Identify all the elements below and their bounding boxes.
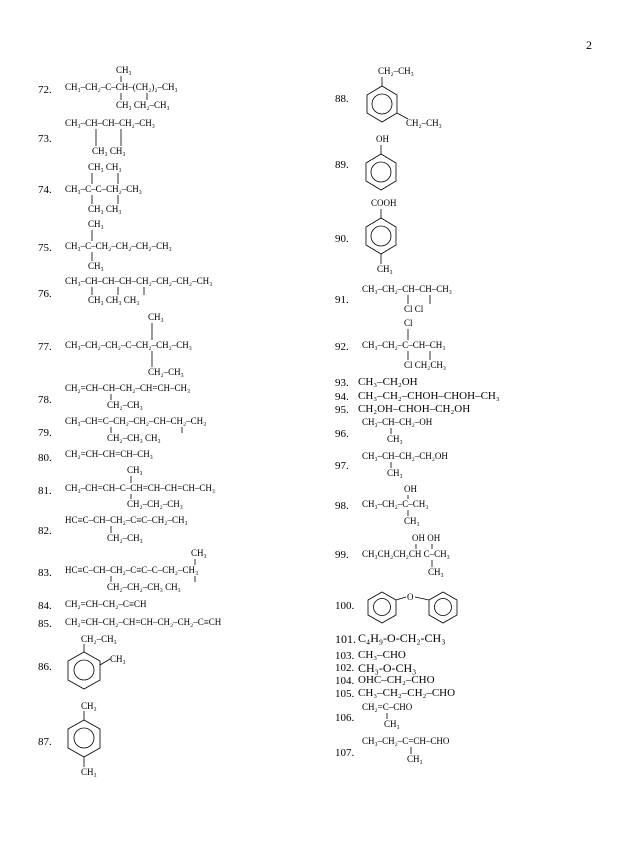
formula-83-bottom: CH₂–CH₂–CH₃ CH₃ [107,582,181,592]
item-number-93: 93. [335,377,349,389]
item-number-97: 97. [335,460,349,472]
formula-75-top: CH₃ [88,219,104,229]
item-number-84: 84. [38,600,52,612]
item-number-74: 74. [38,184,52,196]
formula-105: CH₃–CH₂–CH₂–CHO [358,687,456,699]
formula-88-top: CH₂–CH₃ [378,66,414,76]
item-number-95: 95. [335,404,349,416]
formula-72-bottom: CH₃ CH₂–CH₃ [116,100,170,110]
formula-88-bottom: CH₂–CH₃ [406,118,442,128]
formula-77-main: CH₃–CH₂–CH₂–C–CH₂–CH₂–CH₃ [65,340,192,350]
item-number-99: 99. [335,549,349,561]
formula-96-bottom: CH₃ [387,434,403,444]
page-number: 2 [586,38,592,52]
item-number-77: 77. [38,341,52,353]
formula-80: CH₂=CH–CH=CH–CH₃ [65,449,153,459]
item-number-91: 91. [335,294,349,306]
formula-107-bottom: CH₃ [407,754,423,764]
formula-98-top: OH [404,484,417,494]
formula-101: C₄H₉-O-CH₂-CH₃ [358,631,446,645]
item-number-96: 96. [335,428,349,440]
formula-99-top: OH OH [412,533,441,543]
item-number-103: 103. [335,650,355,662]
formula-74-bottom: CH₃ CH₃ [88,204,122,214]
formula-106-bottom: CH₃ [384,719,400,729]
formula-103: CH₃–CHO [358,649,406,661]
item-number-90: 90. [335,233,349,245]
item-number-81: 81. [38,485,52,497]
item-number-82: 82. [38,525,52,537]
item-number-104: 104. [335,675,355,687]
item-number-86: 86. [38,661,52,673]
formula-98-bottom: CH₃ [404,516,420,526]
formula-79-bottom: CH₂–CH₃ CH₃ [107,433,161,443]
item-number-75: 75. [38,242,52,254]
formula-74-top: CH₃ CH₃ [88,162,122,172]
formula-73-bottom: CH₃ CH₃ [92,146,126,156]
formula-83-main: HC≡C–CH–CH₂–C≡C–C–CH₂–CH₃ [65,565,199,575]
formula-85: CH₂=CH–CH₂–CH=CH–CH₂–CH₂–C≡CH [65,617,222,627]
formula-95: CH₂OH–CHOH–CH₂OH [358,403,471,415]
formula-92-top: Cl [404,318,413,328]
formula-100-oxygen: O [407,592,414,602]
formula-76-bottom: CH₃ CH₃ CH₃ [88,295,140,305]
formula-86-methyl: CH₃ [110,654,126,664]
formula-74-main: CH₃–C–C–CH₂–CH₃ [65,184,142,194]
formula-93: CH₃–CH₂OH [358,376,418,388]
formula-107-main: CH₃–CH₂–C=CH–CHO [362,736,450,746]
formula-81-bottom: CH₂–CH₂–CH₃ [127,499,183,509]
formula-76-main: CH₃–CH–CH–CH–CH₂–CH₂–CH₂–CH₃ [65,276,213,286]
formula-81-main: CH₃–CH=CH–C–CH=CH–CH=CH–CH₃ [65,483,216,493]
formula-92-bottom: Cl CH₂CH₃ [404,360,447,370]
formula-99-bottom: CH₃ [428,567,444,577]
formula-84: CH₂=CH–CH₂–C≡CH [65,599,147,609]
formula-96-main: CH₃–CH–CH₂–OH [362,417,433,427]
formula-90-bottom: CH₃ [377,264,393,274]
item-number-102: 102. [335,662,355,674]
formula-97-main: CH₃–CH–CH₂–CH₂OH [362,451,448,461]
formula-72-main: CH₃–CH₂–C–CH–(CH₂)₂–CH₃ [65,82,178,92]
item-number-72: 72. [38,84,52,96]
item-number-87: 87. [38,736,52,748]
formula-98-main: CH₃–CH₂–C–CH₃ [362,499,429,509]
formula-81-top: CH₃ [127,465,143,475]
formula-102: CH₃-O-CH₃ [358,661,417,675]
formula-87-bottom: CH₃ [81,767,97,777]
formula-83-top: CH₃ [191,548,207,558]
item-number-88: 88. [335,93,349,105]
formula-97-bottom: CH₃ [387,468,403,478]
formula-104: OHC–CH₂–CHO [358,674,435,686]
item-number-89: 89. [335,159,349,171]
formula-90-top: COOH [371,198,397,208]
item-number-92: 92. [335,341,349,353]
formula-72-top: CH₃ [116,65,132,75]
item-number-76: 76. [38,288,52,300]
item-number-80: 80. [38,452,52,464]
formula-94: CH₃–CH₂–CHOH–CHOH–CH₃ [358,390,500,402]
formula-73-main: CH₃–CH–CH–CH₂–CH₃ [65,118,155,128]
formula-86-ethyl: CH₂–CH₃ [81,634,117,644]
formula-77-bottom: CH₂–CH₃ [148,367,184,377]
item-number-101: 101. [335,632,356,646]
formula-78-main: CH₂=CH–CH–CH₂–CH=CH–CH₃ [65,383,191,393]
item-number-105: 105. [335,688,355,700]
item-number-98: 98. [335,500,349,512]
formula-91-main: CH₃–CH₂–CH–CH–CH₃ [362,284,452,294]
item-number-94: 94. [335,391,349,403]
item-number-106: 106. [335,712,355,724]
formula-77-top: CH₃ [148,312,164,322]
item-number-100: 100. [335,600,355,612]
item-number-85: 85. [38,618,52,630]
formula-75-bottom: CH₃ [88,261,104,271]
formula-106-main: CH₂=C–CHO [362,702,413,712]
formula-82-bottom: CH₂–CH₃ [107,533,143,543]
item-number-107: 107. [335,747,355,759]
formula-99-main: CH₃CH₂CH₂CH C–CH₃ [362,549,450,559]
item-number-83: 83. [38,567,52,579]
formula-87-top: CH₃ [81,701,97,711]
formula-91-bottom: Cl Cl [404,304,424,314]
formula-79-main: CH₃–CH=C–CH₂–CH₂–CH–CH₂–CH₃ [65,416,207,426]
formula-78-bottom: CH₂–CH₃ [107,400,143,410]
formula-82-main: HC≡C–CH–CH₂–C≡C–CH₂–CH₃ [65,515,188,525]
formula-89-oh: OH [376,134,389,144]
formula-92-main: CH₃–CH₂–C–CH–CH₃ [362,340,446,350]
item-number-79: 79. [38,427,52,439]
item-number-78: 78. [38,394,52,406]
formula-75-main: CH₃–C–CH₂–CH₂–CH₂–CH₃ [65,241,172,251]
item-number-73: 73. [38,133,52,145]
